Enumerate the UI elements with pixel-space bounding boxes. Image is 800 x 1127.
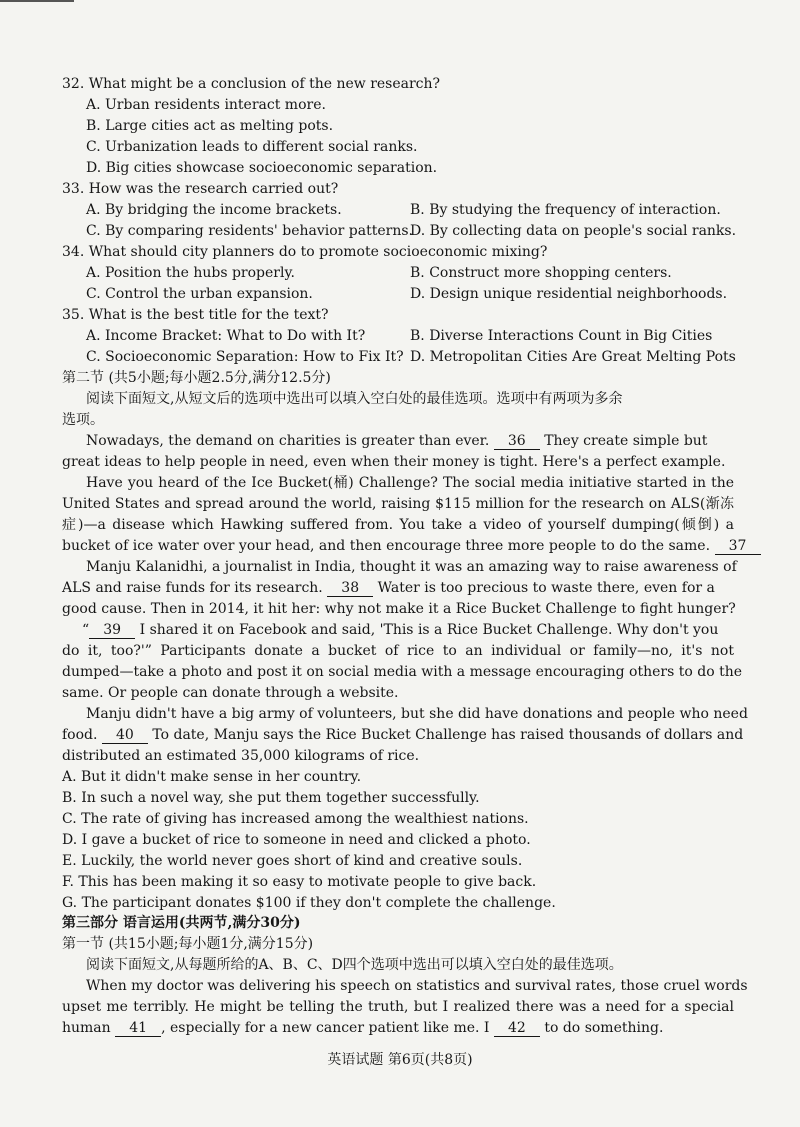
- q32-option-b: B. Large cities act as melting pots.: [86, 118, 334, 134]
- section2-instructions-cont: 选项。: [62, 412, 104, 428]
- blank-41: 41: [115, 1020, 161, 1037]
- choice-d: D. I gave a bucket of rice to someone in need and clicked a photo.: [62, 832, 531, 848]
- choice-e: E. Luckily, the world never goes short of kind and creative souls.: [62, 853, 523, 869]
- q35-option-b: B. Diverse Interactions Count in Big Cities: [410, 328, 713, 344]
- passage-line: Manju didn't have a big army of volunteers, but she did have donations and people who need: [86, 706, 748, 722]
- q32-option-c: C. Urbanization leads to different social ranks.: [86, 139, 418, 155]
- q33-stem: 33. How was the research carried out?: [62, 181, 339, 197]
- q34-stem: 34. What should city planners do to promote socioeconomic mixing?: [62, 244, 548, 260]
- passage-text: I shared it on Facebook and said, 'This is a Rice Bucket Challenge. Why don't you: [139, 622, 719, 638]
- section2-heading: 第二节 (共5小题;每小题2.5分,满分12.5分): [62, 370, 331, 386]
- q33-option-d: D. By collecting data on people's social ranks.: [410, 223, 737, 239]
- passage-text: Water is too precious to waste there, even for a: [377, 580, 715, 596]
- passage-line: [86, 431, 736, 451]
- passage-line: same. Or people can donate through a website.: [62, 685, 399, 701]
- passage-text: They create simple but: [544, 433, 708, 449]
- q34-option-d: D. Design unique residential neighborhoods.: [410, 286, 728, 302]
- passage-line: Have you heard of the Ice Bucket(桶) Challenge? The social media initiative started in the: [86, 475, 734, 491]
- page-footer: 英语试题 第6页(共8页): [327, 1052, 473, 1068]
- q33-options-cd: [86, 221, 766, 241]
- passage-line: United States and spread around the world, raising $115 million for the research on ALS(渐冻: [62, 496, 734, 512]
- passage-line: great ideas to help people in need, even when their money is tight. Here's a perfect example.: [62, 454, 726, 470]
- blank-40: 40: [102, 727, 148, 744]
- passage-text: Nowadays, the demand on charities is greater than ever.: [86, 433, 490, 449]
- passage-line: Manju Kalanidhi, a journalist in India, thought it was an amazing way to raise awareness of: [86, 559, 737, 575]
- blank-39: 39: [89, 622, 135, 639]
- q35-options-ab: [86, 326, 766, 346]
- passage-text: human: [62, 1020, 111, 1036]
- blank-36: 36: [494, 433, 540, 450]
- passage-text: bucket of ice water over your head, and then encourage three more people to do the same.: [62, 538, 711, 554]
- q35-options-cd: [86, 347, 766, 367]
- passage-text: , especially for a new cancer patient like me. I: [161, 1020, 490, 1036]
- part3-section1-heading: 第一节 (共15小题;每小题1分,满分15分): [62, 936, 314, 952]
- blank-38: 38: [327, 580, 373, 597]
- passage-text: “: [82, 622, 90, 638]
- passage-text: To date, Manju says the Rice Bucket Challenge has raised thousands of dollars and: [152, 727, 744, 743]
- q35-option-a: A. Income Bracket: What to Do with It?: [86, 328, 366, 344]
- passage-line: distributed an estimated 35,000 kilograms of rice.: [62, 748, 420, 764]
- q33-option-c: C. By comparing residents' behavior patterns.: [86, 223, 413, 239]
- blank-37: 37: [715, 538, 761, 555]
- blank-42: 42: [494, 1020, 540, 1037]
- passage-line: [62, 725, 742, 745]
- passage-line: upset me terribly. He might be telling the truth, but I realized there was a need for a special: [62, 999, 734, 1015]
- q34-options-cd: [86, 284, 766, 304]
- q35-stem: 35. What is the best title for the text?: [62, 307, 329, 323]
- choice-f: F. This has been making it so easy to motivate people to give back.: [62, 874, 537, 890]
- choice-c: C. The rate of giving has increased among the wealthiest nations.: [62, 811, 529, 827]
- passage-line: [62, 536, 747, 556]
- passage-line: dumped—take a photo and post it on social media with a message encouraging others to do the: [62, 664, 743, 680]
- q34-option-c: C. Control the urban expansion.: [86, 286, 313, 302]
- q32-option-a: A. Urban residents interact more.: [86, 97, 326, 113]
- passage-line: When my doctor was delivering his speech on statistics and survival rates, those cruel words: [86, 978, 748, 994]
- passage-line: good cause. Then in 2014, it hit her: why not make it a Rice Bucket Challenge to fight hunger?: [62, 601, 736, 617]
- q35-option-c: C. Socioeconomic Separation: How to Fix It?: [86, 349, 404, 365]
- passage-text: food.: [62, 727, 98, 743]
- q33-option-b: B. By studying the frequency of interaction.: [410, 202, 721, 218]
- q34-option-a: A. Position the hubs properly.: [86, 265, 295, 281]
- q32-stem: 32. What might be a conclusion of the new research?: [62, 76, 441, 92]
- q34-option-b: B. Construct more shopping centers.: [410, 265, 672, 281]
- choice-a: A. But it didn't make sense in her country.: [62, 769, 362, 785]
- q32-option-d: D. Big cities showcase socioeconomic separation.: [86, 160, 438, 176]
- passage-line: [62, 578, 742, 598]
- passage-line: [82, 620, 762, 640]
- q33-option-a: A. By bridging the income brackets.: [86, 202, 342, 218]
- passage-line: [62, 1018, 742, 1038]
- choice-g: G. The participant donates $100 if they don't complete the challenge.: [62, 895, 556, 911]
- section2-instructions: 阅读下面短文,从短文后的选项中选出可以填入空白处的最佳选项。选项中有两项为多余: [86, 391, 623, 407]
- passage-line: 症)—a disease which Hawking suffered from. You take a video of yourself dumping(倾倒) a: [62, 517, 734, 533]
- q34-options-ab: [86, 263, 766, 283]
- passage-text: to do something.: [544, 1020, 664, 1036]
- q35-option-d: D. Metropolitan Cities Are Great Melting Pots: [410, 349, 736, 365]
- passage-text: ALS and raise funds for its research.: [62, 580, 323, 596]
- part3-heading: 第三部分 语言运用(共两节,满分30分): [62, 915, 301, 931]
- q33-options-ab: [86, 200, 766, 220]
- part3-instructions: 阅读下面短文,从每题所给的A、B、C、D四个选项中选出可以填入空白处的最佳选项。: [86, 957, 623, 973]
- passage-line: do it, too?'” Participants donate a bucket of rice to an individual or family—no, it's not: [62, 643, 734, 659]
- choice-b: B. In such a novel way, she put them together successfully.: [62, 790, 480, 806]
